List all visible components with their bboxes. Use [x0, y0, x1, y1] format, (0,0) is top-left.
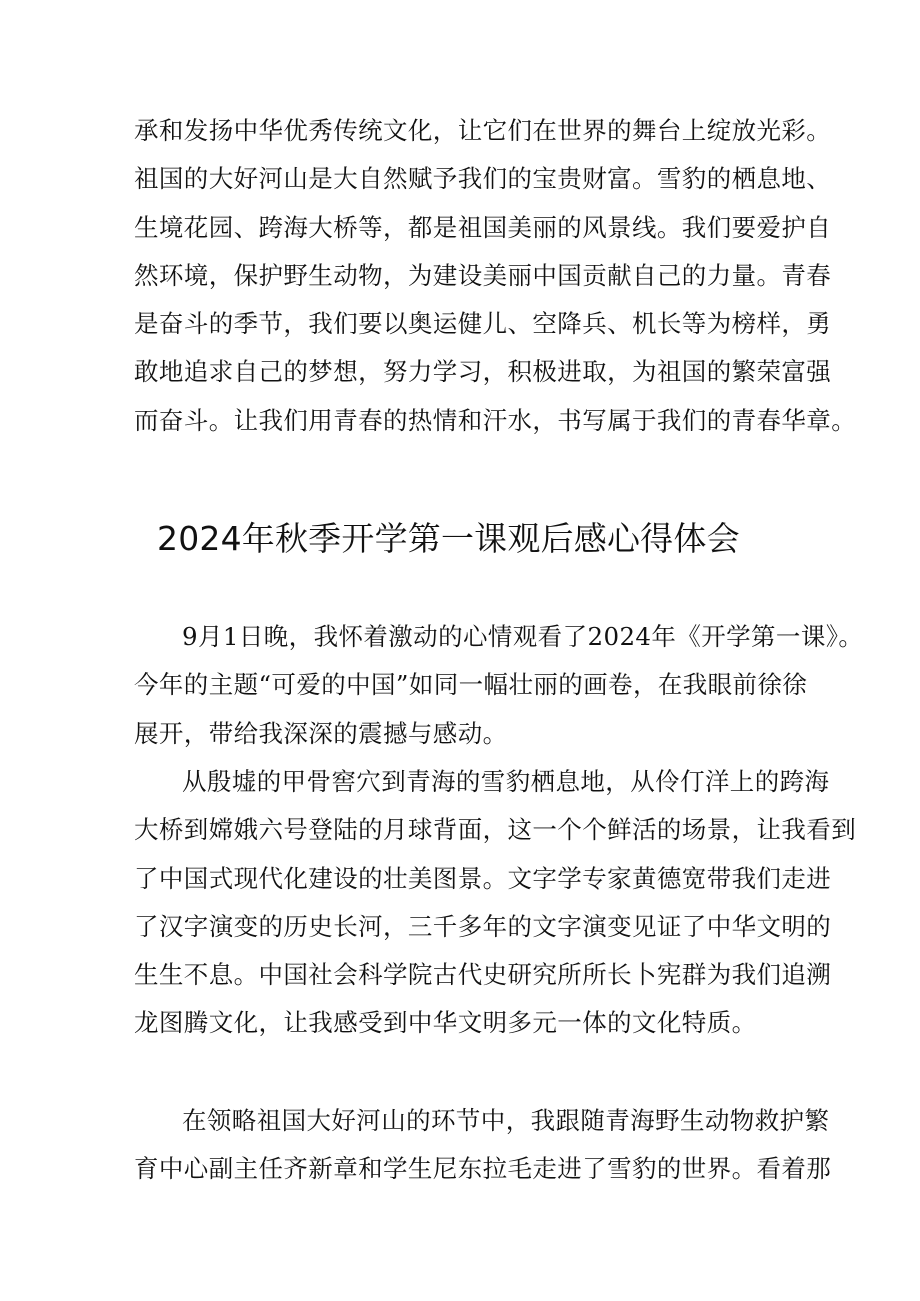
text-line: 龙图腾文化，让我感受到中华文明多元一体的文化特质。 [134, 1008, 757, 1038]
text-line: 生生不息。中国社会科学院古代史研究所所长卜宪群为我们追溯 [134, 960, 832, 990]
text-line: 从殷墟的甲骨窖穴到青海的雪豹栖息地，从伶仃洋上的跨海 [182, 767, 830, 796]
text-line: 生境花园、跨海大桥等，都是祖国美丽的风景线。我们要爱护自 [134, 212, 832, 242]
text-line: 是奋斗的季节，我们要以奥运健儿、空降兵、机长等为榜样，勇 [134, 309, 832, 339]
text-line: 了中国式现代化建设的壮美图景。文字学专家黄德宽带我们走进 [134, 863, 832, 893]
text-line: 今年的主题“可爱的中国”如同一幅壮丽的画卷，在我眼前徐徐 [134, 670, 808, 700]
intro-paragraph [134, 107, 857, 445]
text-line: 而奋斗。让我们用青春的热情和汗水，书写属于我们的青春华章。 [134, 405, 857, 435]
text-line: 在领略祖国大好河山的环节中，我跟随青海野生动物救护繁 [182, 1106, 830, 1135]
article-paragraph-1 [134, 613, 864, 758]
text-line: 展开，带给我深深的震撼与感动。 [134, 718, 508, 748]
article-title: 2024年秋季开学第一课观后感心得体会 [157, 519, 740, 558]
text-line: 9月1日晚，我怀着激动的心情观看了2024年《开学第一课》。 [182, 622, 864, 651]
text-line: 育中心副主任齐新章和学生尼东拉毛走进了雪豹的世界。看着那 [134, 1154, 832, 1184]
text-line: 大桥到嫦娥六号登陆的月球背面，这一个个鲜活的场景，让我看到 [134, 815, 857, 845]
article-paragraph-3 [134, 1097, 832, 1194]
text-line: 然环境，保护野生动物，为建设美丽中国贡献自己的力量。青春 [134, 260, 832, 290]
text-line: 承和发扬中华优秀传统文化，让它们在世界的舞台上绽放光彩。 [134, 116, 832, 145]
article-paragraph-2 [134, 758, 857, 1048]
text-line: 祖国的大好河山是大自然赋予我们的宝贵财富。雪豹的栖息地、 [134, 164, 832, 194]
text-line: 敢地追求自己的梦想，努力学习，积极进取，为祖国的繁荣富强 [134, 357, 832, 387]
text-line: 了汉字演变的历史长河，三千多年的文字演变见证了中华文明的 [134, 911, 832, 941]
